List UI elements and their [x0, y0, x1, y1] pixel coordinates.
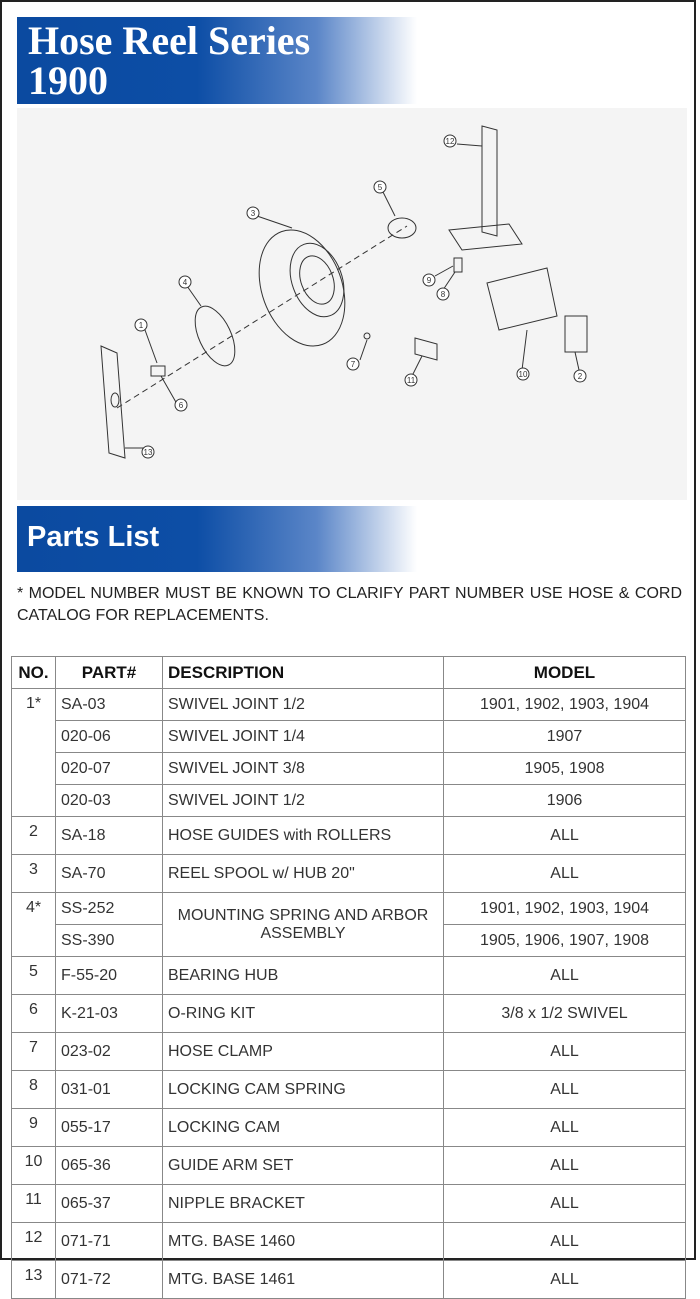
row-description: MOUNTING SPRING AND ARBOR ASSEMBLY [163, 893, 444, 957]
row-description: BEARING HUB [163, 957, 444, 995]
row-part: 020-07 [56, 753, 163, 785]
row-description: SWIVEL JOINT 1/4 [163, 721, 444, 753]
part-4-disk [187, 300, 243, 372]
part-10-guide-arm [487, 268, 557, 330]
part-13-hole [111, 393, 119, 407]
row-no: 6 [12, 995, 56, 1033]
callout-10: 10 [518, 370, 528, 379]
title-line-1: Hose Reel Series [28, 18, 311, 63]
table-row [12, 995, 686, 1033]
row-no: 9 [12, 1109, 56, 1147]
row-part: 071-71 [56, 1223, 163, 1261]
row-description: HOSE GUIDES with ROLLERS [163, 817, 444, 855]
callout-5: 5 [377, 183, 383, 192]
row-description: LOCKING CAM SPRING [163, 1071, 444, 1109]
model-note: * MODEL NUMBER MUST BE KNOWN TO CLARIFY PART NUMBER USE HOSE & CORD CATALOG FOR REPLACEMENTS. [17, 585, 682, 624]
table-row [12, 689, 686, 721]
table-row [12, 1033, 686, 1071]
row-model: ALL [444, 957, 686, 995]
callout-13: 13 [143, 448, 153, 457]
row-model: 1906 [444, 785, 686, 817]
row-description: NIPPLE BRACKET [163, 1185, 444, 1223]
row-part: 065-36 [56, 1147, 163, 1185]
row-model: 1907 [444, 721, 686, 753]
row-part: SS-390 [56, 925, 163, 957]
row-part: K-21-03 [56, 995, 163, 1033]
callout-6: 6 [178, 401, 184, 410]
table-row [12, 855, 686, 893]
row-description: LOCKING CAM [163, 1109, 444, 1147]
header-no: NO. [12, 657, 56, 689]
part-5-bearing-hub [388, 218, 416, 238]
row-part: F-55-20 [56, 957, 163, 995]
row-part: SA-03 [56, 689, 163, 721]
callout-7: 7 [350, 360, 356, 369]
row-model: 3/8 x 1/2 SWIVEL [444, 995, 686, 1033]
row-part: 023-02 [56, 1033, 163, 1071]
title-line-2: 1900 [28, 58, 108, 103]
row-model: ALL [444, 1223, 686, 1261]
row-model: 1905, 1908 [444, 753, 686, 785]
row-part: SS-252 [56, 893, 163, 925]
callout-4: 4 [182, 278, 188, 287]
callout-9: 9 [426, 276, 432, 285]
table-header-row [12, 657, 686, 689]
row-model: ALL [444, 1071, 686, 1109]
row-model: 1901, 1902, 1903, 1904 [444, 893, 686, 925]
row-no: 1* [12, 689, 56, 817]
header-description: DESCRIPTION [163, 657, 444, 689]
exploded-diagram [17, 108, 687, 500]
part-3-hub [293, 251, 340, 309]
row-description: SWIVEL JOINT 3/8 [163, 753, 444, 785]
title-banner [17, 17, 417, 104]
parts-table [11, 656, 686, 1299]
table-row [12, 1147, 686, 1185]
row-no: 4* [12, 893, 56, 957]
part-7-clamp [364, 333, 370, 339]
row-no: 2 [12, 817, 56, 855]
row-no: 13 [12, 1261, 56, 1299]
row-no: 7 [12, 1033, 56, 1071]
table-row [12, 1185, 686, 1223]
row-no: 12 [12, 1223, 56, 1261]
part-3-spool-inner [281, 236, 354, 325]
row-part: SA-70 [56, 855, 163, 893]
part-9-cam [454, 258, 462, 272]
parts-list-banner [17, 506, 417, 572]
row-part: 020-06 [56, 721, 163, 753]
header-model: MODEL [444, 657, 686, 689]
row-no: 11 [12, 1185, 56, 1223]
row-model: 1905, 1906, 1907, 1908 [444, 925, 686, 957]
row-description: GUIDE ARM SET [163, 1147, 444, 1185]
part-2-hose-guide [565, 316, 587, 352]
row-part: 020-03 [56, 785, 163, 817]
table-row [12, 785, 686, 817]
row-description: REEL SPOOL w/ HUB 20" [163, 855, 444, 893]
table-row [12, 957, 686, 995]
row-description: O-RING KIT [163, 995, 444, 1033]
row-model: ALL [444, 855, 686, 893]
row-description: SWIVEL JOINT 1/2 [163, 689, 444, 721]
callout-2: 2 [577, 372, 583, 381]
row-description: MTG. BASE 1460 [163, 1223, 444, 1261]
part-6-swivel [151, 366, 165, 376]
row-model: ALL [444, 1261, 686, 1299]
table-row [12, 893, 686, 925]
parts-list-heading: Parts List [27, 521, 160, 553]
callout-11: 11 [406, 376, 416, 385]
row-model: ALL [444, 1109, 686, 1147]
row-description: HOSE CLAMP [163, 1033, 444, 1071]
row-model: ALL [444, 1185, 686, 1223]
part-3-spool-outer [244, 218, 360, 358]
row-part: 055-17 [56, 1109, 163, 1147]
callout-8: 8 [440, 290, 446, 299]
callout-3: 3 [250, 209, 256, 218]
part-12-base [449, 224, 522, 250]
table-row [12, 1223, 686, 1261]
row-model: 1901, 1902, 1903, 1904 [444, 689, 686, 721]
row-part: 065-37 [56, 1185, 163, 1223]
row-model: ALL [444, 817, 686, 855]
row-no: 8 [12, 1071, 56, 1109]
table-row [12, 721, 686, 753]
row-model: ALL [444, 1147, 686, 1185]
row-description: SWIVEL JOINT 1/2 [163, 785, 444, 817]
diagram-svg [17, 108, 687, 500]
row-description: MTG. BASE 1461 [163, 1261, 444, 1299]
row-part: SA-18 [56, 817, 163, 855]
part-11-bracket [415, 338, 437, 360]
table-row [12, 1109, 686, 1147]
row-model: ALL [444, 1033, 686, 1071]
row-no: 3 [12, 855, 56, 893]
header-part: PART# [56, 657, 163, 689]
part-12-post [482, 126, 497, 236]
row-no: 10 [12, 1147, 56, 1185]
row-no: 5 [12, 957, 56, 995]
part-13-plate [101, 346, 125, 458]
row-part: 071-72 [56, 1261, 163, 1299]
table-row [12, 817, 686, 855]
table-row [12, 753, 686, 785]
row-part: 031-01 [56, 1071, 163, 1109]
callout-1: 1 [138, 321, 144, 330]
table-row [12, 1261, 686, 1299]
callout-12: 12 [445, 137, 455, 146]
table-row [12, 1071, 686, 1109]
